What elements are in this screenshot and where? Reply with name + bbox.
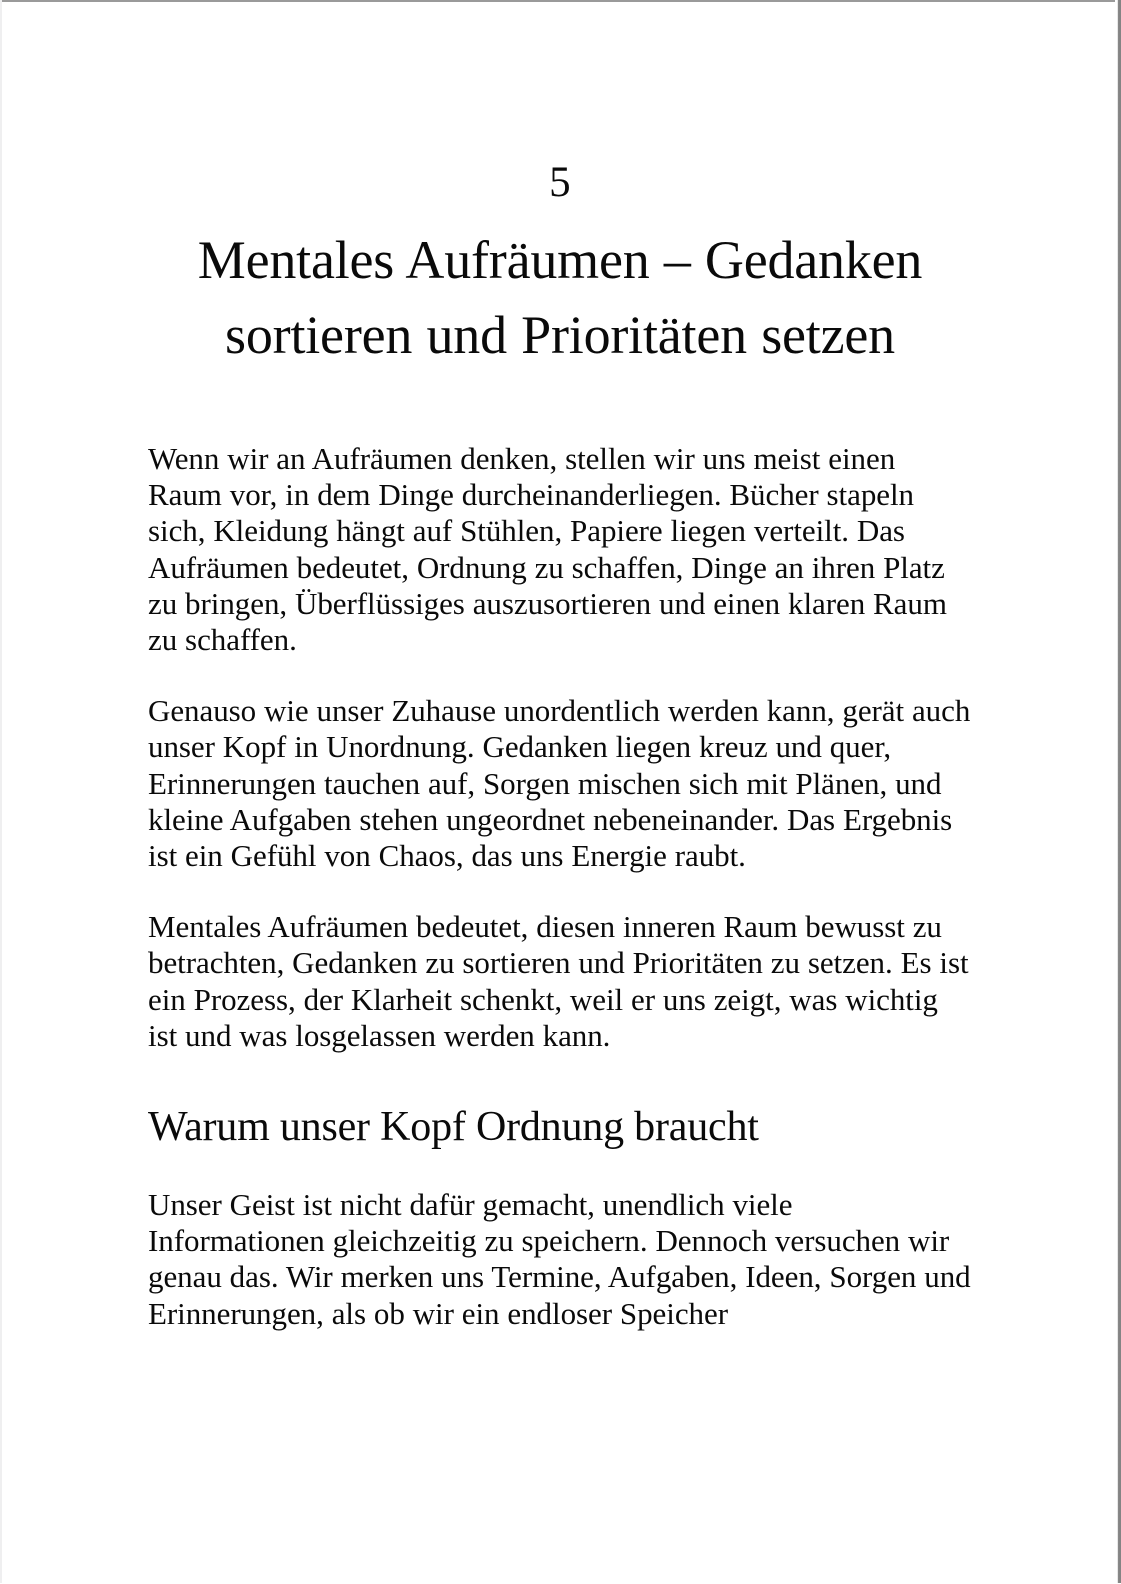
- paragraph: Mentales Aufräumen bedeutet, diesen inneren Raum bewusst zu betrachten, Gedanken zu sortieren und Prioritäten zu setzen. Es ist ein Prozess, der Klarheit schenkt, weil er uns zeigt, was wichtig ist und was losgelassen werden kann.: [148, 909, 969, 1053]
- paragraph: Wenn wir an Aufräumen denken, stellen wir uns meist einen Raum vor, in dem Dinge durcheinanderliegen. Bücher stapeln sich, Kleidung hängt auf Stühlen, Papiere liegen verteilt. Das Aufräumen bedeutet, Ordnung zu schaffen, Dinge an ihren Platz zu bringen, Überflüssiges auszusortieren und einen klaren Raum zu schaffen.: [148, 441, 947, 658]
- page-edge-left: [0, 0, 2, 1584]
- chapter-number: 5: [549, 159, 571, 206]
- paragraph: Genauso wie unser Zuhause unordentlich werden kann, gerät auch unser Kopf in Unordnung. Gedanken liegen kreuz und quer, Erinnerungen tauchen auf, Sorgen mischen sich mit Plänen, und kleine Aufgaben stehen ungeordnet nebeneinander. Das Ergebnis ist ein Gefühl von Chaos, das uns Energie raubt.: [148, 693, 971, 874]
- paragraph: Unser Geist ist nicht dafür gemacht, unendlich viele Informationen gleichzeitig zu speichern. Dennoch versuchen wir genau das. Wir merken uns Termine, Aufgaben, Ideen, Sorgen und Erinnerungen, als ob wir ein endloser Speicher: [148, 1187, 971, 1331]
- chapter-intro-body: [148, 373, 972, 1054]
- chapter-title-line-2: sortieren und Prioritäten setzen: [225, 305, 895, 365]
- page-content: [148, 0, 972, 1332]
- chapter-title-line-1: Mentales Aufräumen – Gedanken: [197, 230, 923, 290]
- section-body: [148, 1187, 972, 1332]
- section-heading: Warum unser Kopf Ordnung braucht: [148, 1104, 759, 1151]
- page-edge-right-shadow: [1115, 0, 1121, 1584]
- chapter-title: [148, 209, 972, 373]
